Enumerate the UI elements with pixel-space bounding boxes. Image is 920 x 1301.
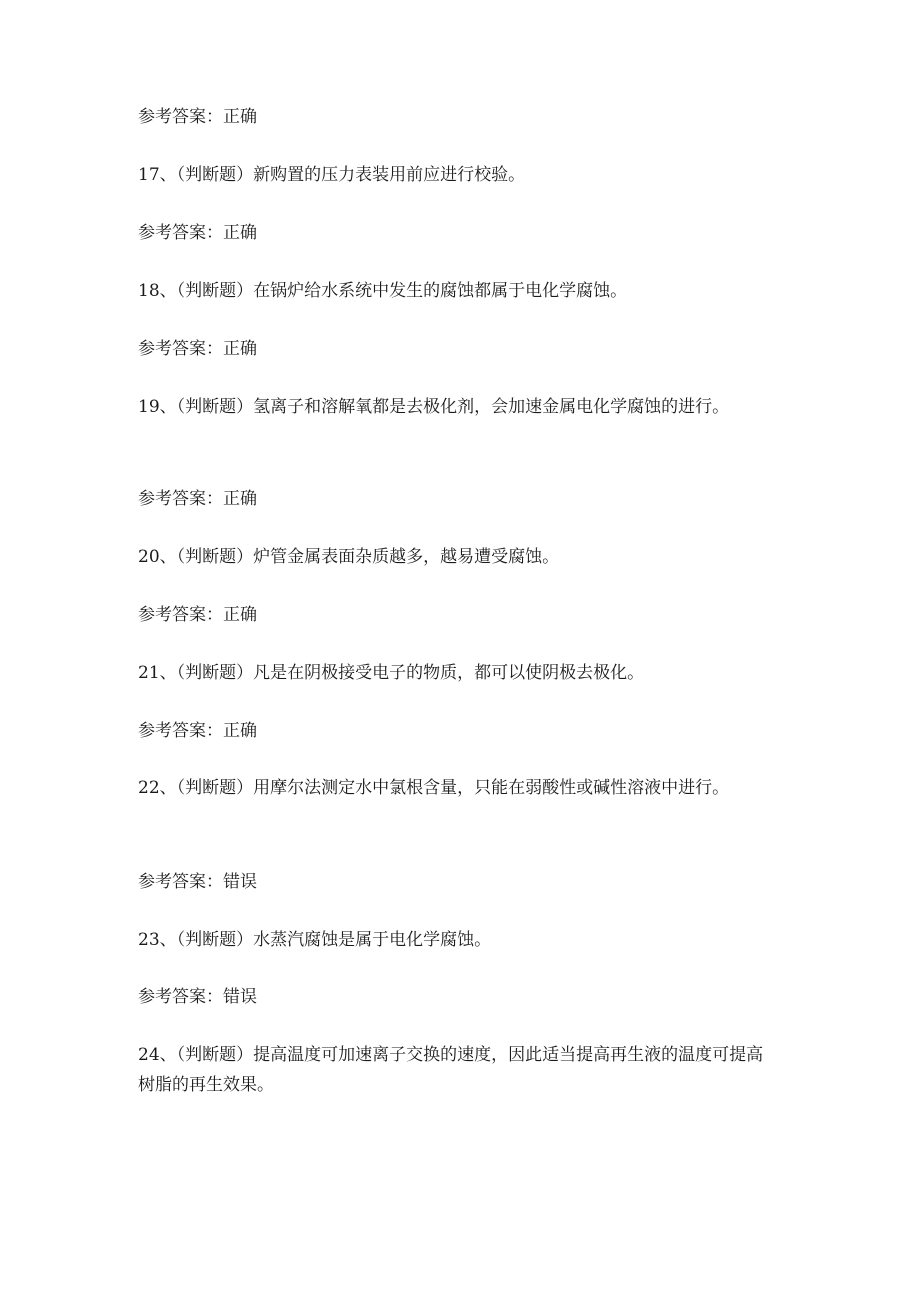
question-24: 24、（判断题）提高温度可加速离子交换的速度，因此适当提高再生液的温度可提高树脂的再生效果。	[138, 1045, 764, 1095]
question-21: 21、（判断题）凡是在阴极接受电子的物质，都可以使阴极去极化。	[138, 663, 645, 683]
question-18: 18、（判断题）在锅炉给水系统中发生的腐蚀都属于电化学腐蚀。	[138, 281, 628, 301]
answer-line: 参考答案：错误	[138, 872, 257, 892]
answer-line: 参考答案：正确	[138, 223, 257, 243]
answer-line: 参考答案：正确	[138, 107, 257, 127]
answer-line: 参考答案：正确	[138, 721, 257, 741]
answer-line: 参考答案：错误	[138, 987, 257, 1007]
answer-line: 参考答案：正确	[138, 605, 257, 625]
question-19: 19、（判断题）氢离子和溶解氧都是去极化剂，会加速金属电化学腐蚀的进行。	[138, 397, 730, 417]
question-23: 23、（判断题）水蒸汽腐蚀是属于电化学腐蚀。	[138, 930, 492, 950]
question-20: 20、（判断题）炉管金属表面杂质越多，越易遭受腐蚀。	[138, 547, 560, 567]
answer-line: 参考答案：正确	[138, 489, 257, 509]
answer-line: 参考答案：正确	[138, 339, 257, 359]
question-22: 22、（判断题）用摩尔法测定水中氯根含量，只能在弱酸性或碱性溶液中进行。	[138, 778, 730, 798]
question-17: 17、（判断题）新购置的压力表装用前应进行校验。	[138, 165, 526, 185]
